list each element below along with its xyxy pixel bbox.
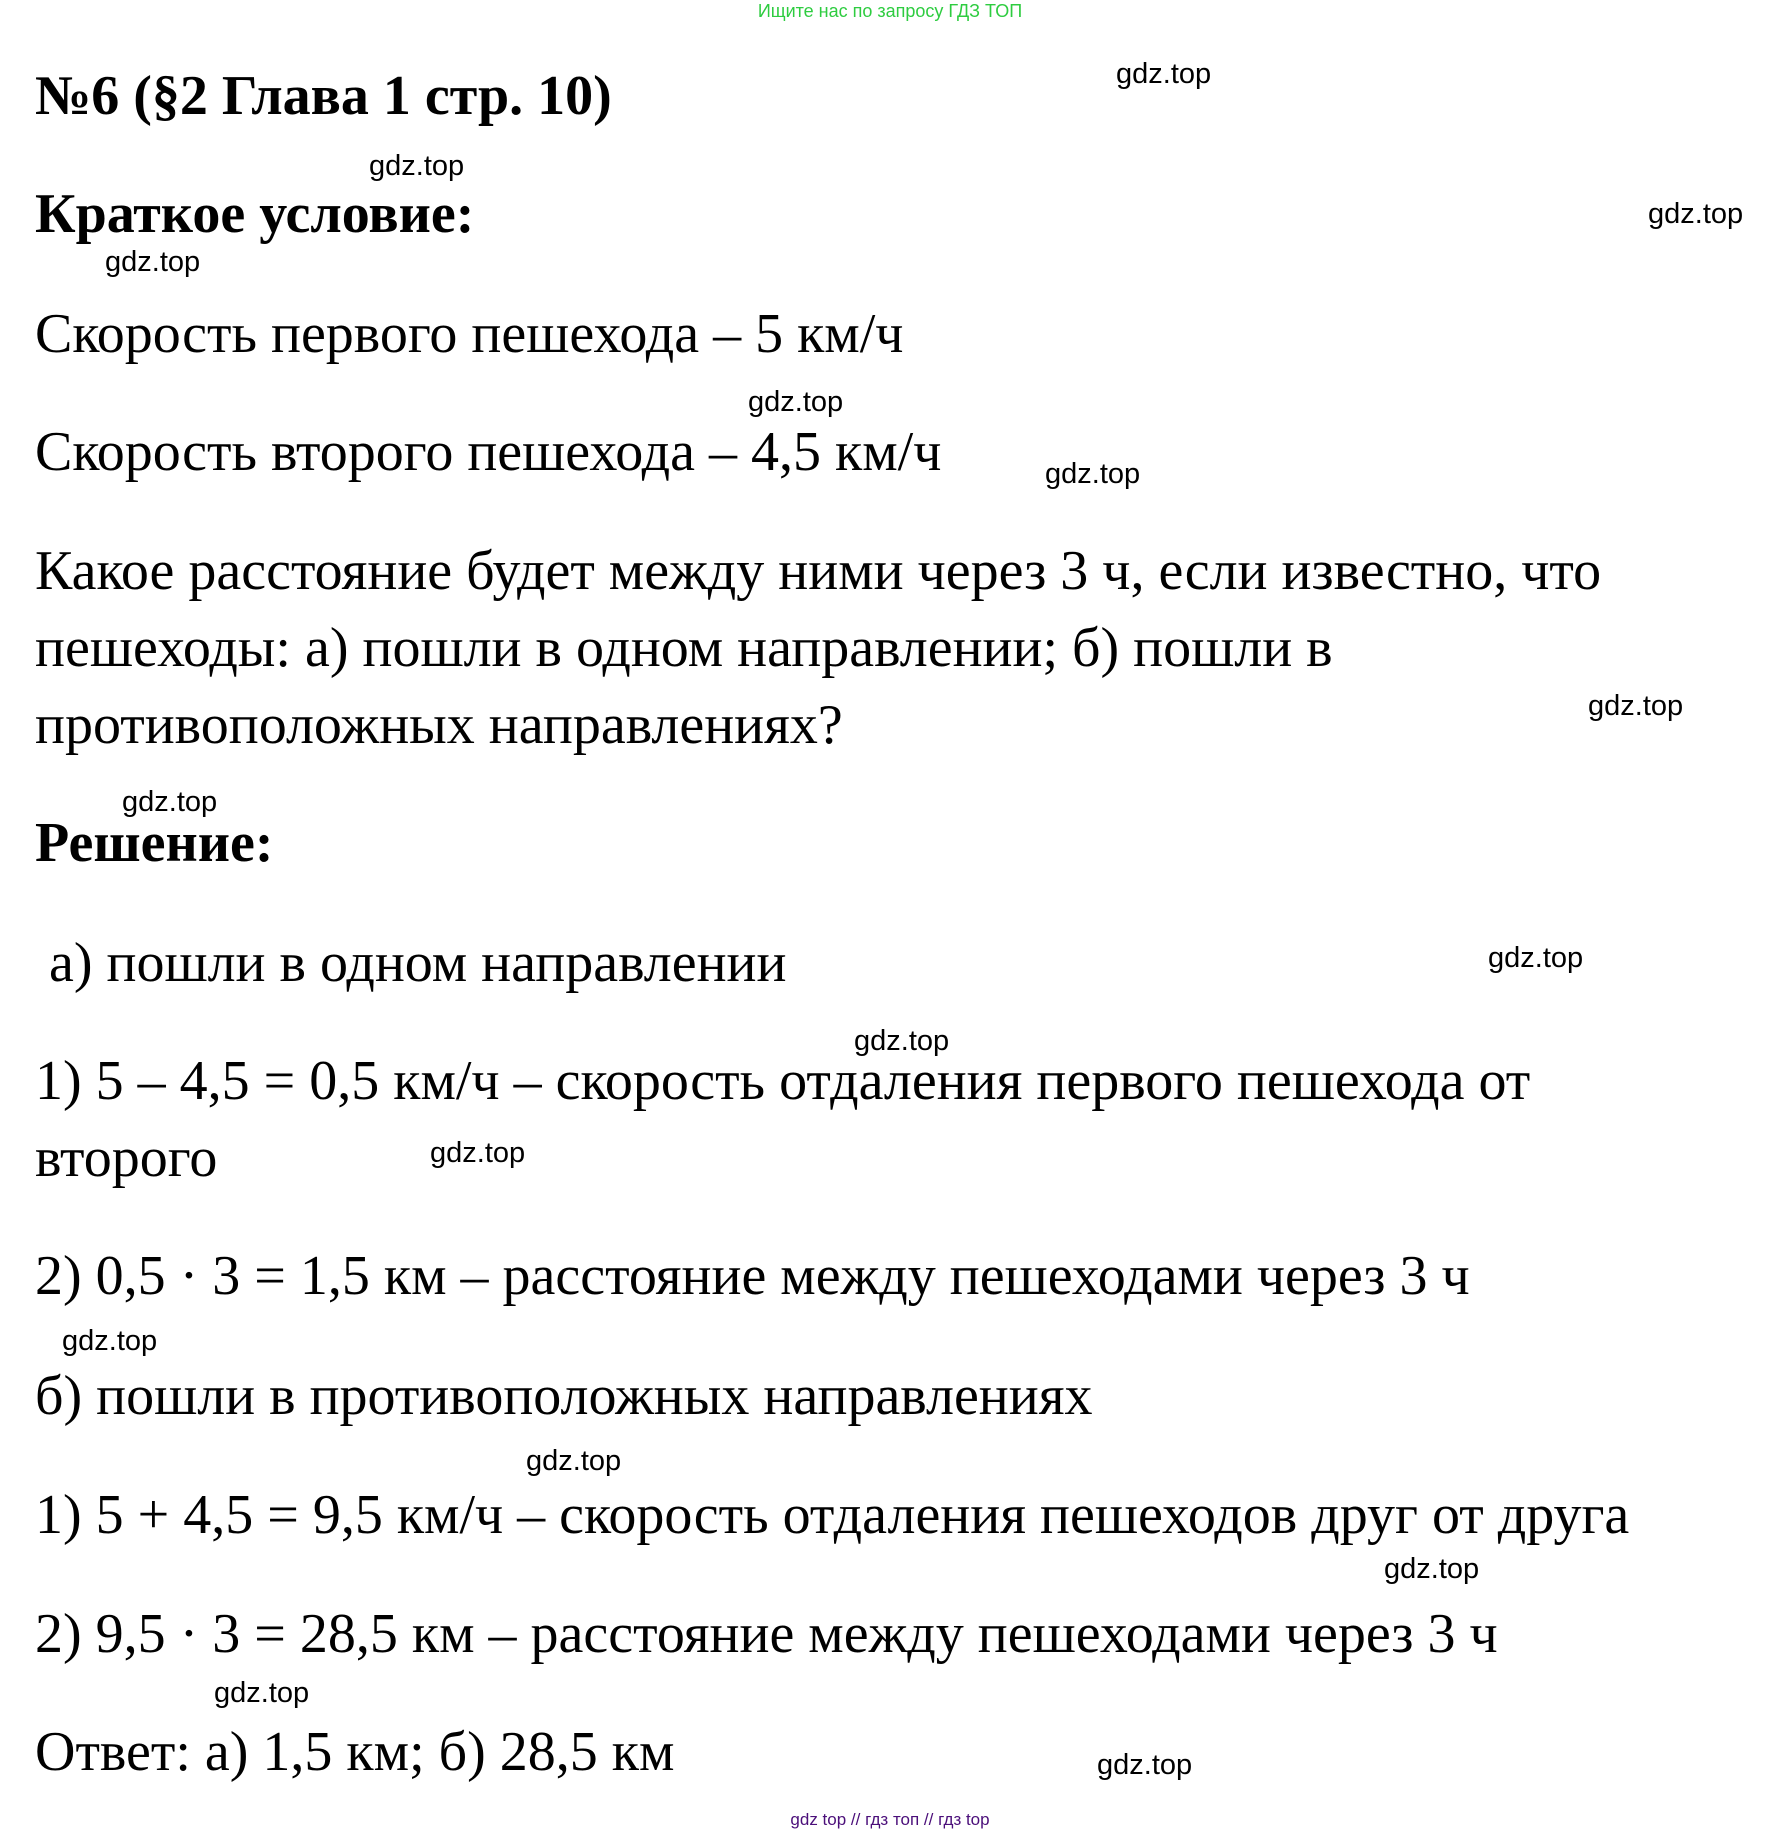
solution-line: 1) 5 – 4,5 = 0,5 км/ч – скорость отдаления первого пешехода от [35,1050,1531,1112]
solution-line: 2) 9,5 · 3 = 28,5 км – расстояние между пешеходами через 3 ч [35,1603,1498,1665]
solution-line: 1) 5 + 4,5 = 9,5 км/ч – скорость отдаления пешеходов друг от друга [35,1484,1630,1546]
watermark: gdz.top [1045,458,1141,490]
solution-line: 2) 0,5 · 3 = 1,5 км – расстояние между пешеходами через 3 ч [35,1245,1470,1307]
watermark: gdz.top [430,1137,526,1169]
solution-line: б) пошли в противоположных направлениях [35,1365,1093,1427]
condition-line: Какое расстояние будет между ними через 3 ч, если известно, что [35,540,1602,602]
condition-heading: Краткое условие: [35,183,475,245]
solution-heading: Решение: [35,812,274,874]
watermark: gdz.top [1588,690,1684,722]
page-title: №6 (§2 Глава 1 стр. 10) [35,65,612,127]
watermark: gdz.top [854,1025,950,1057]
watermark: gdz.top [1097,1749,1193,1781]
watermark: gdz.top [214,1677,310,1709]
watermark: gdz.top [122,786,218,818]
solution-line: а) пошли в одном направлении [49,932,787,994]
watermark: gdz.top [526,1445,622,1477]
condition-line: пешеходы: а) пошли в одном направлении; б) пошли в [35,617,1333,679]
watermark: gdz.top [1648,198,1744,230]
condition-line: Скорость первого пешехода – 5 км/ч [35,303,904,365]
watermark: gdz.top [1384,1553,1480,1585]
watermark: gdz.top [1488,942,1584,974]
watermark: gdz.top [369,150,465,182]
watermark: gdz.top [748,386,844,418]
watermark: gdz.top [105,246,201,278]
solution-line: второго [35,1127,218,1189]
watermark: gdz.top [62,1325,158,1357]
condition-line: Скорость второго пешехода – 4,5 км/ч [35,421,942,483]
footer-note: gdz top // гдз топ // гдз top [790,1810,990,1829]
watermark: gdz.top [1116,58,1212,90]
answer-line: Ответ: а) 1,5 км; б) 28,5 км [35,1721,675,1783]
condition-line: противоположных направлениях? [35,694,843,756]
header-note: Ищите нас по запросу ГДЗ ТОП [757,1,1023,21]
